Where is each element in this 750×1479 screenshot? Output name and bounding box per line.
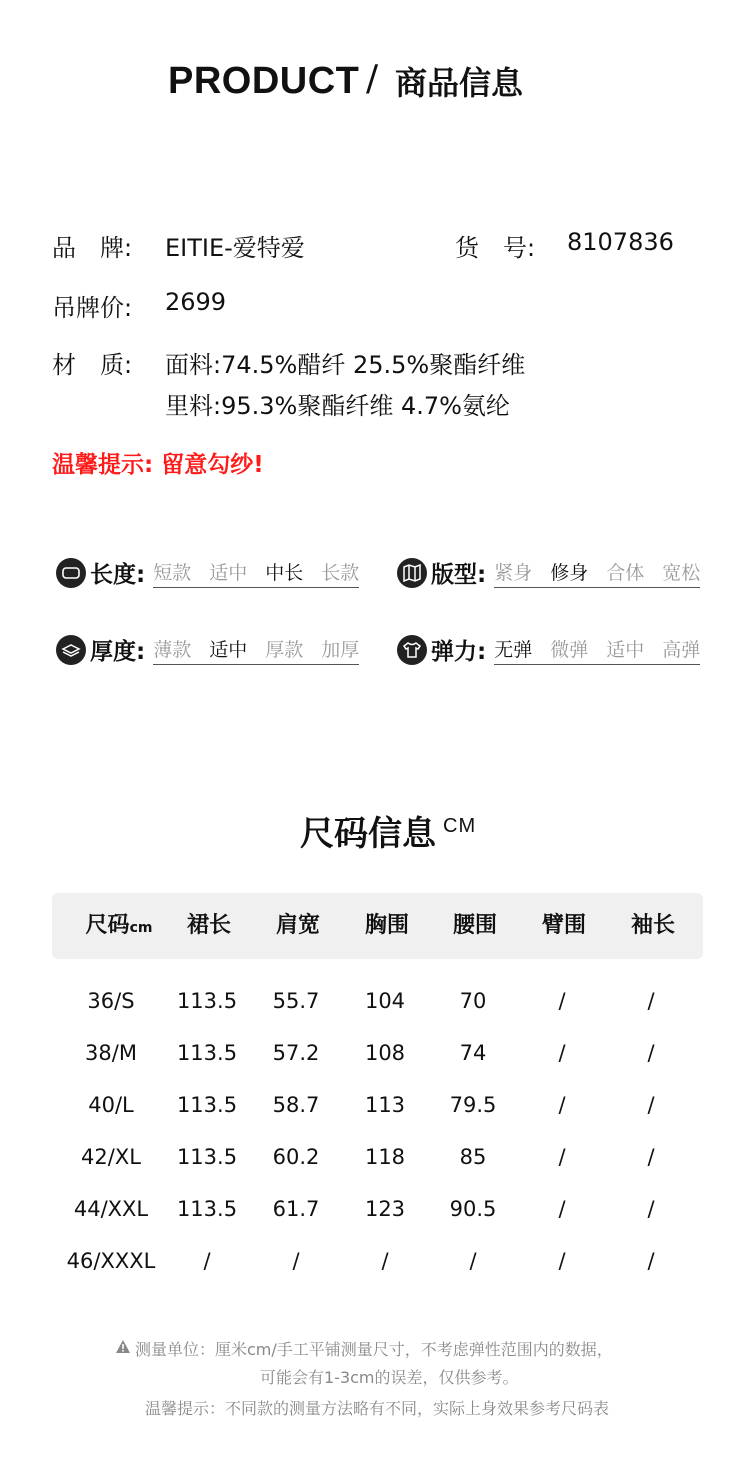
attr-fit-label: 版型: [431, 562, 487, 588]
table-cell: 70 [459, 989, 487, 1013]
table-cell: 113.5 [176, 989, 238, 1013]
elasticity-options [494, 635, 700, 665]
table-cell: 113.5 [176, 1093, 238, 1117]
shirt-icon [397, 635, 427, 665]
thickness-option: 厚款 [265, 638, 304, 661]
table-cell: / [558, 989, 566, 1013]
table-cell: 113.5 [176, 1197, 238, 1221]
note-text-1: 测量单位：厘米cm/手工平铺测量尺寸，不考虑弹性范围内的数据， [135, 1340, 613, 1359]
warning-icon [115, 1339, 131, 1358]
attr-elasticity-label: 弹力: [431, 639, 487, 665]
attr-length-label: 长度: [90, 562, 146, 588]
table-cell: 36/S [87, 989, 135, 1013]
table-cell: 85 [459, 1145, 487, 1169]
thickness-icon [56, 635, 86, 665]
table-cell: 74 [459, 1041, 487, 1065]
table-cell: / [558, 1197, 566, 1221]
attr-elasticity [397, 633, 700, 666]
table-cell: 38/M [85, 1041, 137, 1065]
table-cell: 61.7 [272, 1197, 320, 1221]
table-row [0, 1079, 750, 1131]
note-line-3: 温馨提示：不同款的测量方法略有不同，实际上身效果参考尺码表 [145, 1399, 610, 1418]
size-header-col: 裙长 [186, 913, 231, 938]
price-label: 吊牌价: [52, 294, 133, 322]
table-cell: / [203, 1249, 211, 1273]
length-option: 长款 [321, 561, 360, 584]
thickness-option: 加厚 [321, 638, 360, 661]
elasticity-option: 高弹 [662, 638, 701, 661]
material-label: 材 质: [52, 351, 133, 379]
table-cell: 44/XXL [73, 1197, 149, 1221]
table-cell: 40/L [88, 1093, 134, 1117]
thickness-option-selected: 适中 [209, 638, 248, 661]
table-cell: / [647, 1093, 655, 1117]
length-options [153, 558, 359, 588]
title-en: PRODUCT [168, 60, 360, 102]
brand-value: EITIE-爱特爱 [165, 234, 305, 262]
table-cell: / [647, 989, 655, 1013]
size-header-col: 腰围 [452, 913, 497, 938]
table-cell: 46/XXXL [66, 1249, 156, 1273]
table-row [0, 1131, 750, 1183]
fit-options [494, 558, 700, 588]
note-line-2: 可能会有1-3cm的误差，仅供参考。 [260, 1368, 519, 1387]
size-section-unit: CM [443, 815, 477, 837]
table-row [0, 1183, 750, 1235]
fit-option: 宽松 [662, 561, 701, 584]
length-icon [56, 558, 86, 588]
title-cn: 商品信息 [395, 64, 524, 102]
table-cell: / [647, 1197, 655, 1221]
thickness-options [153, 635, 359, 665]
attr-fit [397, 556, 700, 589]
attr-length [56, 556, 359, 589]
length-option: 短款 [153, 561, 192, 584]
table-cell: / [558, 1145, 566, 1169]
title-separator: / [366, 58, 379, 99]
table-cell: 118 [364, 1145, 406, 1169]
table-row [0, 975, 750, 1027]
table-cell: 42/XL [81, 1145, 141, 1169]
fit-option-selected: 修身 [550, 561, 589, 584]
table-cell: 57.2 [272, 1041, 320, 1065]
size-header-size [72, 895, 166, 957]
table-cell: / [647, 1249, 655, 1273]
table-row [0, 1235, 750, 1287]
size-header-col: 肩宽 [275, 913, 320, 938]
table-cell: 113 [364, 1093, 406, 1117]
warning-text: 温馨提示: 留意勾纱! [52, 452, 264, 478]
attr-thickness-label: 厚度: [90, 639, 146, 665]
table-cell: / [292, 1249, 300, 1273]
sku-label: 货 号: [455, 234, 536, 262]
fit-option: 合体 [606, 561, 645, 584]
sku-value: 8107836 [567, 228, 674, 256]
material-lining: 里料:95.3%聚酯纤维 4.7%氨纶 [165, 392, 510, 420]
size-section-title: 尺码信息 [300, 814, 436, 854]
elasticity-option: 适中 [606, 638, 645, 661]
fit-icon [397, 558, 427, 588]
table-cell: / [381, 1249, 389, 1273]
table-cell: / [558, 1249, 566, 1273]
table-cell: / [558, 1093, 566, 1117]
fit-option: 紧身 [494, 561, 533, 584]
table-cell: 104 [364, 989, 406, 1013]
elasticity-option-selected: 无弹 [494, 638, 533, 661]
table-cell: 60.2 [272, 1145, 320, 1169]
table-cell: 123 [364, 1197, 406, 1221]
table-cell: 55.7 [272, 989, 320, 1013]
size-header-col: 臂围 [541, 913, 586, 938]
table-cell: / [469, 1249, 477, 1273]
size-header-col: 胸围 [364, 913, 409, 938]
size-header-unit: cm [129, 920, 153, 936]
attr-thickness [56, 633, 359, 666]
table-cell: 113.5 [176, 1145, 238, 1169]
brand-label: 品 牌: [52, 234, 133, 262]
length-option-selected: 中长 [265, 561, 304, 584]
table-cell: 113.5 [176, 1041, 238, 1065]
table-cell: 79.5 [449, 1093, 497, 1117]
thickness-option: 薄款 [153, 638, 192, 661]
length-option: 适中 [209, 561, 248, 584]
size-header-col: 袖长 [630, 913, 675, 938]
material-outer: 面料:74.5%醋纤 25.5%聚酯纤维 [165, 351, 526, 379]
table-cell: / [558, 1041, 566, 1065]
size-header-label: 尺码 [85, 913, 130, 938]
table-cell: 58.7 [272, 1093, 320, 1117]
table-cell: 90.5 [449, 1197, 497, 1221]
table-cell: / [647, 1145, 655, 1169]
price-value: 2699 [165, 288, 227, 316]
table-cell: / [647, 1041, 655, 1065]
table-row [0, 1027, 750, 1079]
table-cell: 108 [364, 1041, 406, 1065]
elasticity-option: 微弹 [550, 638, 589, 661]
note-line-1 [115, 1337, 613, 1360]
